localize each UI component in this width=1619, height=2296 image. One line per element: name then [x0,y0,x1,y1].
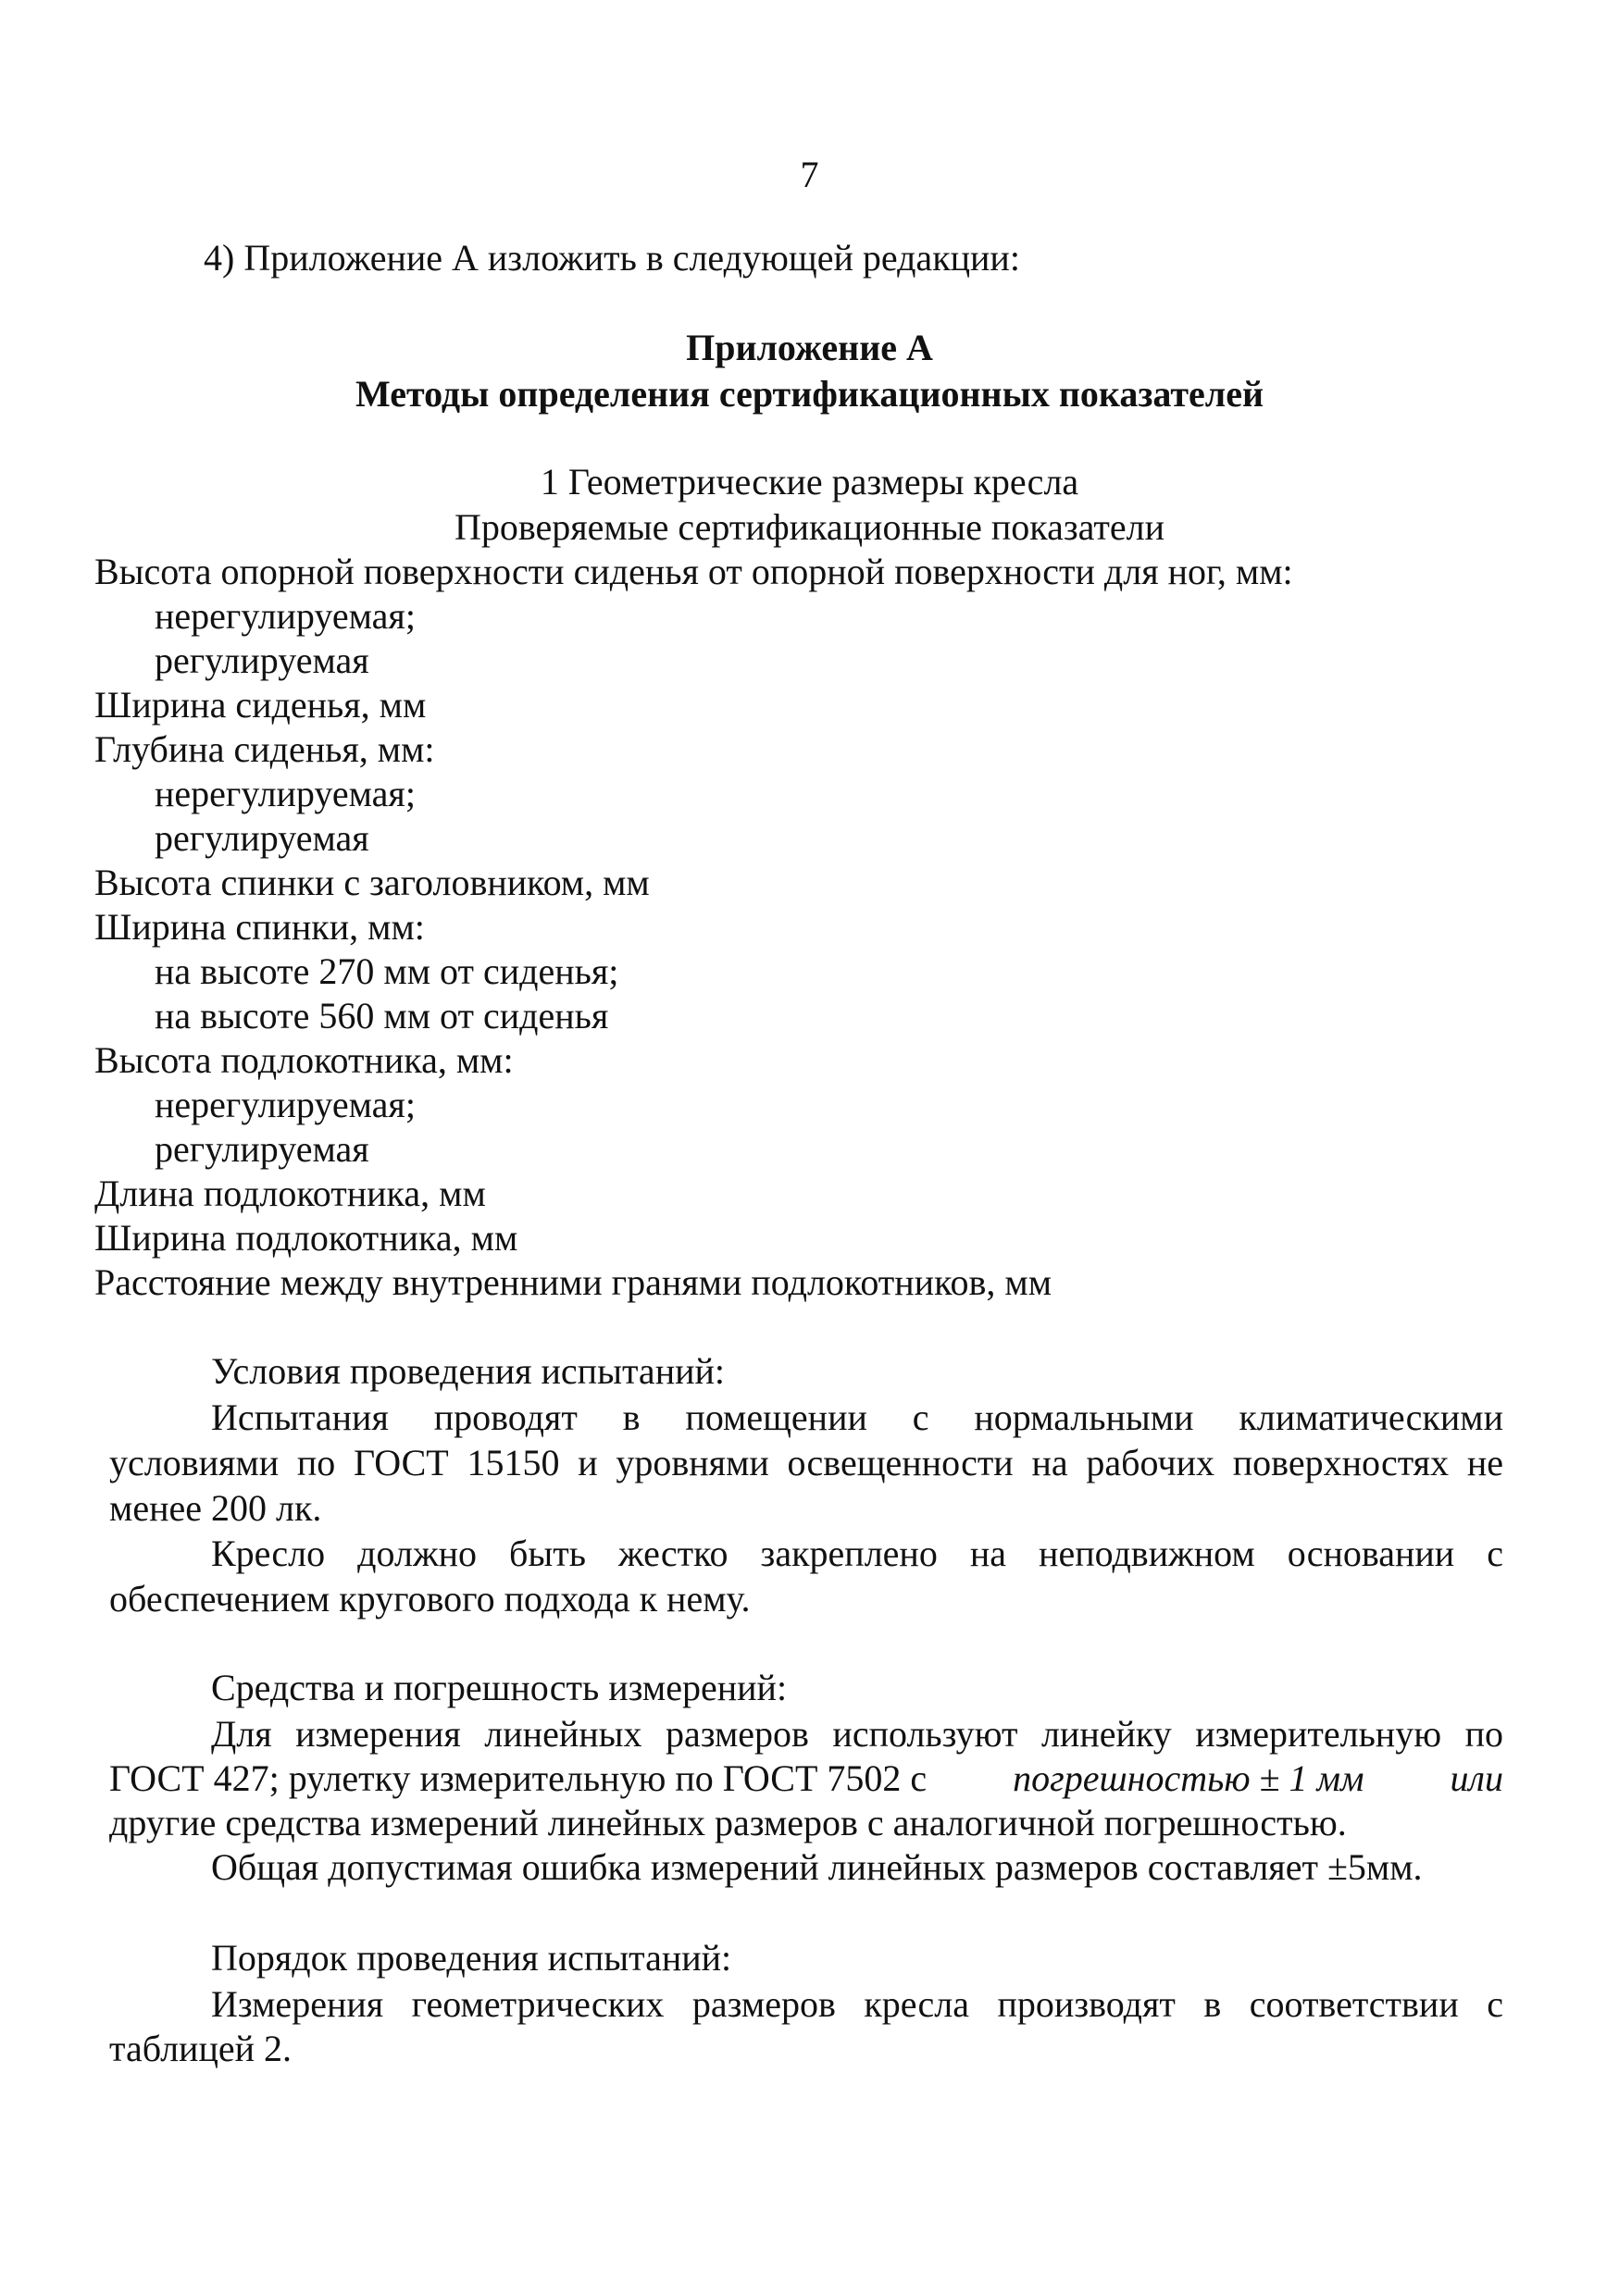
procedure-paragraph-line: Измерения геометрических размеров кресла производят в соответствии с [211,1983,1503,2025]
measurement-paragraph-line: Общая допустимая ошибка измерений линейных размеров составляет ±5мм. [211,1846,1423,1888]
conditions-paragraph-line: Кресло должно быть жестко закреплено на неподвижном основании с [211,1533,1503,1574]
measurement-paragraph-line: другие средства измерений линейных размеров с аналогичной погрешностью. [109,1802,1347,1843]
measurement-heading: Средства и погрешность измерений: [211,1667,788,1708]
list-item: Высота подлокотника, мм: [94,1039,514,1081]
list-item: Ширина спинки, мм: [94,906,425,948]
procedure-heading: Порядок проведения испытаний: [211,1937,732,1979]
appendix-title: Приложение А [686,327,933,368]
list-item: нерегулируемая; [155,595,416,637]
measurement-text: ГОСТ 427; рулетку измерительную по ГОСТ 7502 с [109,1757,928,1799]
list-item: Ширина сиденья, мм [94,684,427,726]
list-item: регулируемая [155,1128,369,1170]
procedure-paragraph-line: таблицей 2. [109,2028,293,2069]
list-item: на высоте 560 мм от сиденья [155,995,609,1036]
list-item: нерегулируемая; [155,1084,416,1125]
conditions-paragraph-line: менее 200 лк. [109,1487,322,1529]
intro-text: 4) Приложение А изложить в следующей редакции: [204,237,1020,279]
page-number: 7 [800,154,819,195]
section-heading: 1 Геометрические размеры кресла [540,461,1079,503]
list-item: регулируемая [155,639,369,681]
list-item: Глубина сиденья, мм: [94,728,435,770]
list-item: регулируемая [155,817,369,859]
conditions-paragraph-line: условиями по ГОСТ 15150 и уровнями освещенности на рабочих поверхностях не [109,1442,1503,1483]
list-item: Высота спинки с заголовником, мм [94,862,650,903]
conditions-paragraph-line: обеспечением кругового подхода к нему. [109,1578,751,1620]
measurement-accuracy: погрешностью ± 1 мм [1013,1757,1364,1799]
list-item: на высоте 270 мм от сиденья; [155,950,619,992]
list-item: нерегулируемая; [155,773,416,814]
measurement-paragraph-line [109,1756,1503,1801]
measurement-paragraph-line: Для измерения линейных размеров используют линейку измерительную по [211,1713,1503,1755]
section-subheading: Проверяемые сертификационные показатели [454,506,1164,548]
list-item: Длина подлокотника, мм [94,1173,486,1214]
conditions-heading: Условия проведения испытаний: [211,1350,726,1392]
conditions-paragraph-line: Испытания проводят в помещении с нормальными климатическими [211,1396,1503,1438]
list-item: Высота опорной поверхности сиденья от опорной поверхности для ног, мм: [94,551,1293,592]
appendix-subtitle: Методы определения сертификационных показателей [355,373,1264,415]
list-item: Расстояние между внутренними гранями подлокотников, мм [94,1261,1052,1303]
list-item: Ширина подлокотника, мм [94,1217,518,1259]
measurement-text: или [1450,1757,1503,1799]
